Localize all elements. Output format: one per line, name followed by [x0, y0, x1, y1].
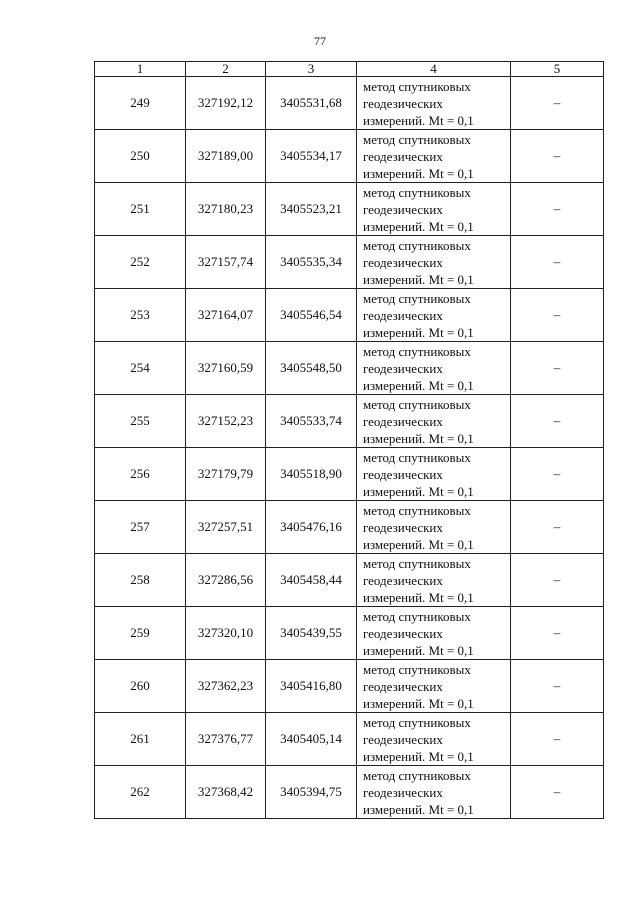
table-row	[95, 660, 604, 713]
column-5-cell: –	[511, 448, 604, 501]
method-line-1: метод спутниковых	[363, 767, 471, 783]
point-number-cell: 256	[95, 448, 186, 501]
y-coordinate-cell: 3405531,68	[266, 77, 357, 130]
method-cell	[357, 501, 511, 554]
point-number-cell: 258	[95, 554, 186, 607]
method-line-1: метод спутниковых	[363, 502, 471, 518]
x-coordinate-cell: 327368,42	[186, 766, 266, 819]
y-coordinate-cell: 3405523,21	[266, 183, 357, 236]
column-5-cell: –	[511, 289, 604, 342]
method-cell	[357, 236, 511, 289]
point-number-cell: 252	[95, 236, 186, 289]
point-number-cell: 253	[95, 289, 186, 342]
column-5-cell: –	[511, 607, 604, 660]
x-coordinate-cell: 327286,56	[186, 554, 266, 607]
x-coordinate-cell: 327157,74	[186, 236, 266, 289]
coordinates-table	[94, 61, 604, 819]
method-line-2: геодезических	[363, 95, 443, 111]
method-cell	[357, 448, 511, 501]
method-cell	[357, 77, 511, 130]
method-line-2: геодезических	[363, 678, 443, 694]
y-coordinate-cell: 3405534,17	[266, 130, 357, 183]
column-5-cell: –	[511, 660, 604, 713]
table-row	[95, 501, 604, 554]
method-cell	[357, 130, 511, 183]
method-line-3: измерений. Mt = 0,1	[363, 324, 474, 340]
method-line-2: геодезических	[363, 466, 443, 482]
method-line-2: геодезических	[363, 148, 443, 164]
header-col-3: 3	[266, 62, 357, 77]
table-row	[95, 342, 604, 395]
header-col-5: 5	[511, 62, 604, 77]
table-row	[95, 130, 604, 183]
y-coordinate-cell: 3405535,34	[266, 236, 357, 289]
point-number-cell: 250	[95, 130, 186, 183]
x-coordinate-cell: 327376,77	[186, 713, 266, 766]
method-line-1: метод спутниковых	[363, 555, 471, 571]
point-number-cell: 262	[95, 766, 186, 819]
method-cell	[357, 554, 511, 607]
method-line-2: геодезических	[363, 413, 443, 429]
method-cell	[357, 766, 511, 819]
x-coordinate-cell: 327180,23	[186, 183, 266, 236]
y-coordinate-cell: 3405533,74	[266, 395, 357, 448]
method-line-2: геодезических	[363, 360, 443, 376]
point-number-cell: 254	[95, 342, 186, 395]
method-line-1: метод спутниковых	[363, 131, 471, 147]
y-coordinate-cell: 3405439,55	[266, 607, 357, 660]
column-5-cell: –	[511, 501, 604, 554]
method-line-2: геодезических	[363, 784, 443, 800]
method-line-3: измерений. Mt = 0,1	[363, 271, 474, 287]
method-line-3: измерений. Mt = 0,1	[363, 218, 474, 234]
y-coordinate-cell: 3405546,54	[266, 289, 357, 342]
table-row	[95, 77, 604, 130]
method-line-1: метод спутниковых	[363, 608, 471, 624]
method-line-2: геодезических	[363, 254, 443, 270]
column-5-cell: –	[511, 766, 604, 819]
method-cell	[357, 289, 511, 342]
method-line-1: метод спутниковых	[363, 449, 471, 465]
point-number-cell: 259	[95, 607, 186, 660]
table-header-row	[95, 62, 604, 77]
x-coordinate-cell: 327179,79	[186, 448, 266, 501]
method-line-3: измерений. Mt = 0,1	[363, 112, 474, 128]
method-line-3: измерений. Mt = 0,1	[363, 536, 474, 552]
method-line-2: геодезических	[363, 519, 443, 535]
y-coordinate-cell: 3405548,50	[266, 342, 357, 395]
method-line-2: геодезических	[363, 731, 443, 747]
header-col-2: 2	[186, 62, 266, 77]
y-coordinate-cell: 3405476,16	[266, 501, 357, 554]
method-line-3: измерений. Mt = 0,1	[363, 165, 474, 181]
y-coordinate-cell: 3405518,90	[266, 448, 357, 501]
y-coordinate-cell: 3405394,75	[266, 766, 357, 819]
method-line-3: измерений. Mt = 0,1	[363, 801, 474, 817]
table-row	[95, 766, 604, 819]
method-cell	[357, 395, 511, 448]
y-coordinate-cell: 3405416,80	[266, 660, 357, 713]
method-cell	[357, 183, 511, 236]
point-number-cell: 251	[95, 183, 186, 236]
table-row	[95, 607, 604, 660]
method-line-3: измерений. Mt = 0,1	[363, 377, 474, 393]
table-row	[95, 289, 604, 342]
method-line-1: метод спутниковых	[363, 237, 471, 253]
method-line-1: метод спутниковых	[363, 290, 471, 306]
x-coordinate-cell: 327164,07	[186, 289, 266, 342]
x-coordinate-cell: 327189,00	[186, 130, 266, 183]
method-line-3: измерений. Mt = 0,1	[363, 589, 474, 605]
x-coordinate-cell: 327362,23	[186, 660, 266, 713]
y-coordinate-cell: 3405405,14	[266, 713, 357, 766]
point-number-cell: 257	[95, 501, 186, 554]
method-line-1: метод спутниковых	[363, 184, 471, 200]
point-number-cell: 261	[95, 713, 186, 766]
method-line-1: метод спутниковых	[363, 661, 471, 677]
point-number-cell: 260	[95, 660, 186, 713]
y-coordinate-cell: 3405458,44	[266, 554, 357, 607]
table-row	[95, 554, 604, 607]
point-number-cell: 255	[95, 395, 186, 448]
method-line-3: измерений. Mt = 0,1	[363, 748, 474, 764]
method-cell	[357, 713, 511, 766]
method-line-3: измерений. Mt = 0,1	[363, 430, 474, 446]
column-5-cell: –	[511, 713, 604, 766]
method-line-1: метод спутниковых	[363, 714, 471, 730]
method-line-1: метод спутниковых	[363, 396, 471, 412]
column-5-cell: –	[511, 130, 604, 183]
column-5-cell: –	[511, 77, 604, 130]
column-5-cell: –	[511, 342, 604, 395]
column-5-cell: –	[511, 554, 604, 607]
x-coordinate-cell: 327320,10	[186, 607, 266, 660]
method-line-2: геодезических	[363, 307, 443, 323]
x-coordinate-cell: 327192,12	[186, 77, 266, 130]
point-number-cell: 249	[95, 77, 186, 130]
method-line-1: метод спутниковых	[363, 343, 471, 359]
x-coordinate-cell: 327152,23	[186, 395, 266, 448]
method-line-2: геодезических	[363, 572, 443, 588]
table-row	[95, 183, 604, 236]
method-line-3: измерений. Mt = 0,1	[363, 695, 474, 711]
x-coordinate-cell: 327257,51	[186, 501, 266, 554]
header-col-4: 4	[357, 62, 511, 77]
method-line-3: измерений. Mt = 0,1	[363, 642, 474, 658]
method-line-3: измерений. Mt = 0,1	[363, 483, 474, 499]
column-5-cell: –	[511, 236, 604, 289]
x-coordinate-cell: 327160,59	[186, 342, 266, 395]
method-cell	[357, 607, 511, 660]
method-line-2: геодезических	[363, 625, 443, 641]
page-number: 77	[314, 34, 326, 48]
header-col-1: 1	[95, 62, 186, 77]
method-line-2: геодезических	[363, 201, 443, 217]
table-row	[95, 713, 604, 766]
table-row	[95, 236, 604, 289]
method-cell	[357, 660, 511, 713]
table-row	[95, 448, 604, 501]
column-5-cell: –	[511, 395, 604, 448]
table-row	[95, 395, 604, 448]
method-cell	[357, 342, 511, 395]
method-line-1: метод спутниковых	[363, 78, 471, 94]
column-5-cell: –	[511, 183, 604, 236]
